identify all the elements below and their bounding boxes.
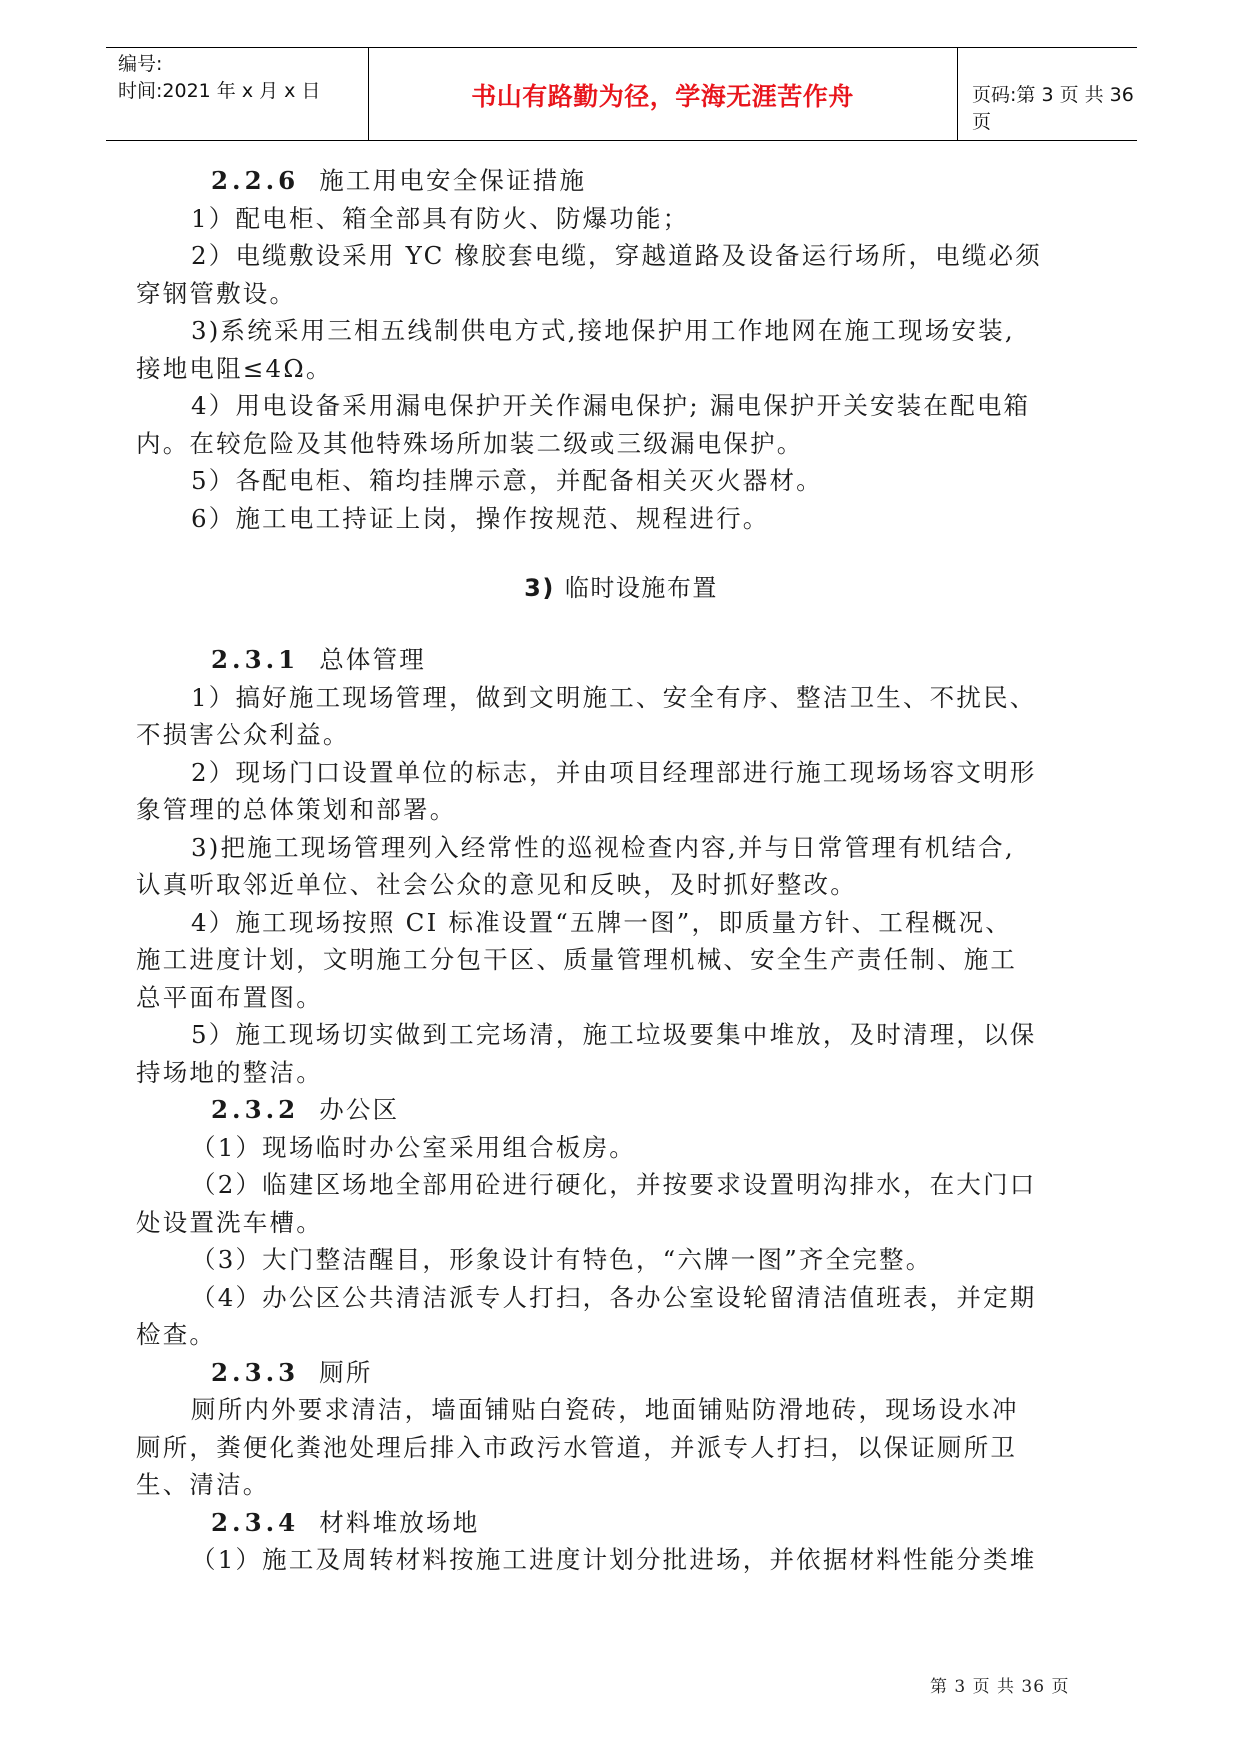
header-divider-right <box>957 47 958 141</box>
section-heading-2-3-2 <box>136 1091 1106 1129</box>
paragraph-line: 持场地的整洁。 <box>136 1057 323 1087</box>
paragraph-line: 4）用电设备采用漏电保护开关作漏电保护; 漏电保护开关安装在配电箱 <box>191 391 1031 420</box>
paragraph-line: 检查。 <box>136 1320 217 1349</box>
paragraph-line: 3)把施工现场管理列入经常性的巡视检查内容,并与日常管理有机结合, <box>191 832 1015 862</box>
section-title: 办公区 <box>319 1095 400 1124</box>
paragraph-line: 生、清洁。 <box>136 1470 270 1499</box>
document-body <box>136 162 1106 1579</box>
paragraph-line: （2）临建区场地全部用砼进行硬化，并按要求设置明沟排水，在大门口 <box>191 1170 1037 1199</box>
paragraph-line: 厕所内外要求清洁，墙面铺贴白瓷砖，地面铺贴防滑地砖，现场设水冲 <box>191 1395 1019 1424</box>
paragraph-line: （1）现场临时办公室采用组合板房。 <box>191 1132 636 1162</box>
paragraph-line: 5）施工现场切实做到工完场清，施工垃圾要集中堆放，及时清理，以保 <box>191 1020 1037 1049</box>
paragraph-line: 穿钢管敷设。 <box>136 278 297 308</box>
paragraph-line: 3)系统采用三相五线制供电方式,接地保护用工作地网在施工现场安装, <box>191 316 1015 345</box>
paragraph-line: 接地电阻≤4Ω。 <box>136 353 333 383</box>
section-number: 2.2.6 <box>211 166 300 195</box>
chapter-number: 3) <box>524 574 555 602</box>
paragraph-line: （4）办公区公共清洁派专人打扫，各办公室设轮留清洁值班表，并定期 <box>191 1282 1037 1312</box>
paragraph-line: 象管理的总体策划和部署。 <box>136 795 457 824</box>
paragraph-line: 内。在较危险及其他特殊场所加装二级或三级漏电保护。 <box>136 428 804 458</box>
page-footer: 第 3 页 共 36 页 <box>930 1677 1070 1697</box>
header-time-label: 时间:2021 年 x 月 x 日 <box>118 80 321 102</box>
paragraph-line: 认真听取邻近单位、社会公众的意见和反映，及时抓好整改。 <box>136 870 857 899</box>
section-title: 总体管理 <box>319 645 427 674</box>
paragraph-line: 总平面布置图。 <box>136 982 323 1012</box>
header-left-cell <box>118 51 320 105</box>
paragraph-line: （3）大门整洁醒目，形象设计有特色，“六牌一图”齐全完整。 <box>191 1245 933 1274</box>
paragraph-line: 2）电缆敷设采用 YC 橡胶套电缆，穿越道路及设备运行场所，电缆必须 <box>191 241 1042 270</box>
section-heading-2-3-1 <box>136 641 1106 679</box>
section-number: 2.3.2 <box>211 1095 300 1124</box>
section-title: 厕所 <box>319 1357 373 1387</box>
paragraph-line: 厕所，粪便化粪池处理后排入市政污水管道，并派专人打扫，以保证厕所卫 <box>136 1432 1018 1462</box>
paragraph-line: 4）施工现场按照 CI 标准设置“五牌一图”，即质量方针、工程概况、 <box>191 907 1012 937</box>
header-motto: 书山有路勤为径，学海无涯苦作舟 <box>471 82 854 111</box>
header-top-rule <box>106 47 1137 48</box>
section-heading-2-3-4 <box>136 1504 1106 1542</box>
section-heading-2-2-6 <box>136 162 1106 200</box>
section-number: 2.3.4 <box>211 1507 300 1537</box>
paragraph-line: （1）施工及周转材料按施工进度计划分批进场，并依据材料性能分类堆 <box>191 1545 1037 1574</box>
chapter-heading <box>136 570 1106 607</box>
paragraph-line: 1）配电柜、箱全部具有防火、防爆功能； <box>191 203 690 233</box>
section-title: 施工用电安全保证措施 <box>319 166 587 195</box>
page-header <box>106 47 1137 141</box>
chapter-title: 临时设施布置 <box>564 574 718 602</box>
paragraph-line: 6）施工电工持证上岗，操作按规范、规程进行。 <box>191 503 770 533</box>
section-title: 材料堆放场地 <box>319 1507 480 1537</box>
header-bottom-rule <box>106 140 1137 141</box>
header-number-label: 编号: <box>118 53 163 75</box>
header-page-info: 页码:第 3 页 共 36 页 <box>972 84 1134 133</box>
paragraph-line: 5）各配电柜、箱均挂牌示意，并配备相关灭火器材。 <box>191 466 823 495</box>
paragraph-line: 施工进度计划，文明施工分包干区、质量管理机械、安全生产责任制、施工 <box>136 945 1018 974</box>
section-heading-2-3-3 <box>136 1354 1106 1392</box>
section-number: 2.3.3 <box>211 1357 300 1387</box>
paragraph-line: 处设置洗车槽。 <box>136 1207 323 1237</box>
paragraph-line: 1）搞好施工现场管理，做到文明施工、安全有序、整洁卫生、不扰民、 <box>191 682 1037 712</box>
paragraph-line: 不损害公众利益。 <box>136 720 350 749</box>
paragraph-line: 2）现场门口设置单位的标志，并由项目经理部进行施工现场场容文明形 <box>191 757 1037 787</box>
section-number: 2.3.1 <box>211 645 300 674</box>
